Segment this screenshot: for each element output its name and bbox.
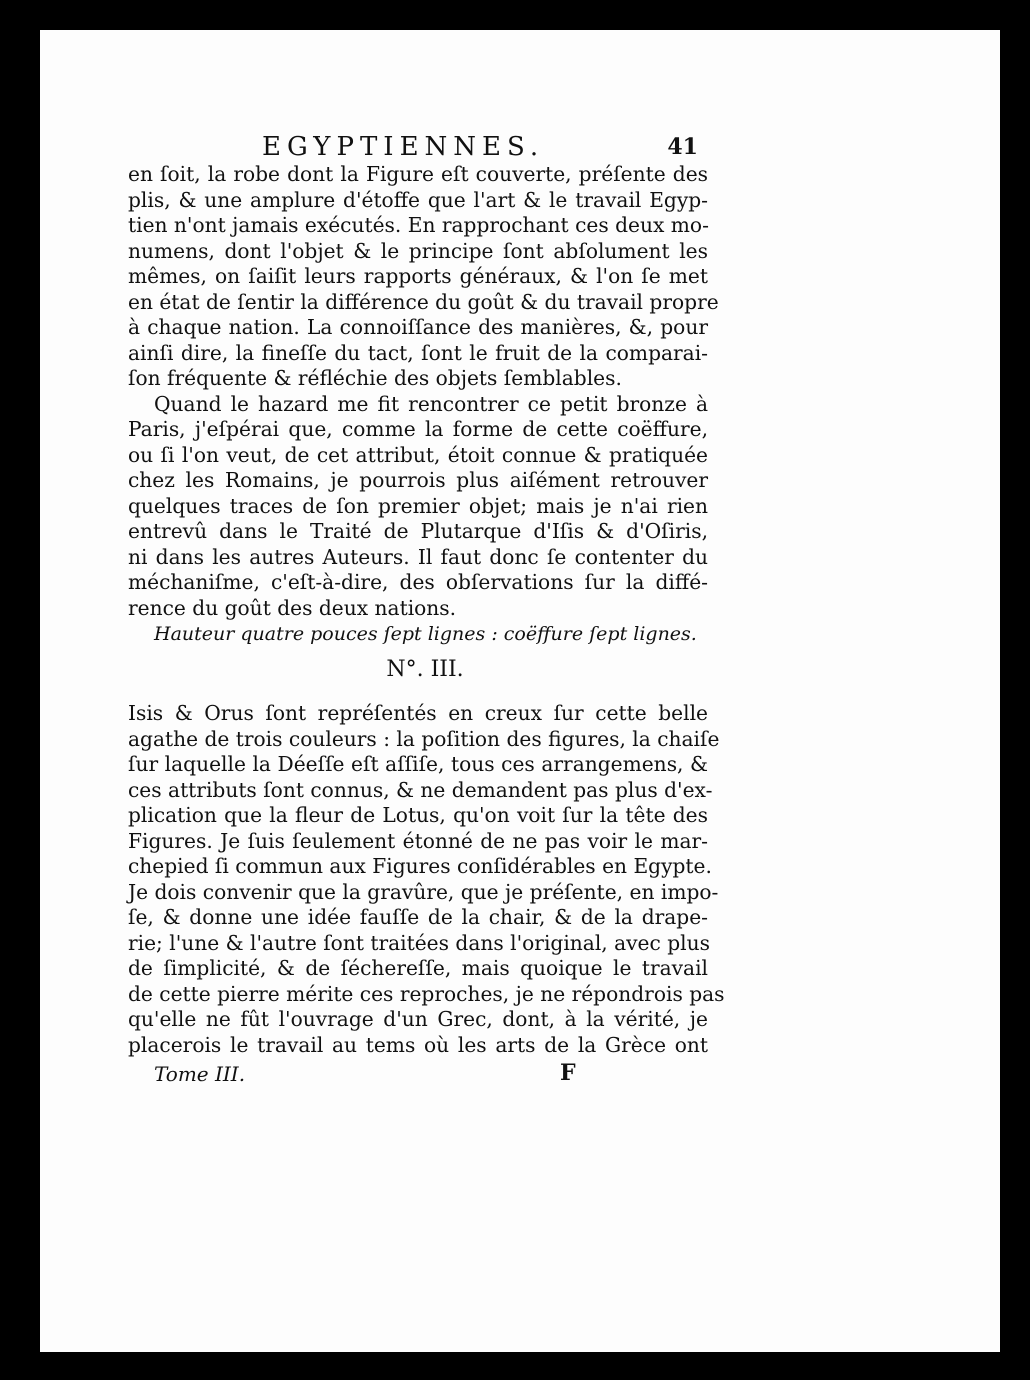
text-line: ſe, & donne une idée fauſſe de la chair, & de la drape-: [128, 905, 708, 929]
dimensions-note: Hauteur quatre pouces ſept lignes : coëffure ſept lignes.: [154, 623, 697, 645]
text-line: entrevû dans le Traité de Plutarque d'Iſis & d'Oſiris,: [128, 519, 708, 543]
text-line: plis, & une amplure d'étoffe que l'art & le travail Egyp-: [128, 187, 708, 212]
text-line: quelques traces de ſon premier objet; mais je n'ai rien: [128, 493, 708, 518]
text-line: chepied ſi commun aux Figures conſidérables en Egypte.: [128, 854, 712, 878]
text-line: Paris, j'eſpérai que, comme la forme de cette coëffure,: [128, 417, 708, 441]
paragraph-3: [128, 701, 725, 1058]
text-line: agathe de trois couleurs : la poſition des figures, la chaiſe: [128, 726, 720, 751]
text-line: ou ſi l'on veut, de cet attribut, étoit connue & pratiquée: [128, 442, 708, 467]
text-line: ſon fréquente & réfléchie des objets ſemblables.: [128, 366, 622, 390]
volume-label: Tome III.: [154, 1062, 246, 1086]
text-line: mêmes, on ſaiſit leurs rapports généraux, & l'on ſe met: [128, 264, 708, 288]
text-line: Quand le hazard me fit rencontrer ce petit bronze à: [154, 391, 708, 416]
text-line: en ſoit, la robe dont la Figure eſt couverte, préſente des: [128, 162, 708, 186]
text-line: Je dois convenir que la gravûre, que je préſente, en impo-: [128, 879, 719, 904]
text-line: tien n'ont jamais exécutés. En rapprochant ces deux mo-: [128, 213, 709, 237]
running-title: EGYPTIENNES.: [262, 132, 545, 162]
text-line: qu'elle ne fût l'ouvrage d'un Grec, dont, à la vérité, je: [128, 1007, 708, 1031]
text-line: de cette pierre mérite ces reproches, je ne répondrois pas: [128, 981, 725, 1006]
text-line: rence du goût des deux nations.: [128, 595, 457, 620]
text-line: chez les Romains, je pourrois plus aiſément retrouver: [128, 468, 708, 492]
text-line: rie; l'une & l'autre ſont traitées dans l'original, avec plus: [128, 930, 710, 955]
running-head: [128, 128, 708, 162]
text-line: ainſi dire, la fineſſe du tact, ſont le fruit de la comparai-: [128, 340, 708, 365]
text-line: Isis & Orus ſont repréſentés en creux ſur cette belle: [128, 701, 708, 725]
section-heading: N°. III.: [386, 657, 464, 682]
page-footer: [128, 1062, 708, 1092]
text-line: en état de ſentir la différence du goût & du travail propre: [128, 289, 719, 314]
paragraph-1: [128, 162, 719, 392]
text-line: placerois le travail au tems où les arts de la Grèce ont: [128, 1032, 708, 1057]
book-page: [40, 30, 1000, 1352]
text-line: plication que la fleur de Lotus, qu'on voit ſur la tête des: [128, 803, 708, 827]
text-line: à chaque nation. La connoiſſance des manières, &, pour: [128, 315, 708, 339]
signature-mark: F: [560, 1060, 576, 1086]
text-line: Figures. Je ſuis ſeulement étonné de ne pas voir le mar-: [128, 828, 708, 853]
text-line: ni dans les autres Auteurs. Il faut donc ſe contenter du: [128, 544, 708, 569]
page-number: 41: [667, 134, 698, 160]
text-line: de ſimplicité, & de ſéchereſſe, mais quoique le travail: [128, 956, 708, 980]
text-line: méchaniſme, c'eſt-à-dire, des obſervations ſur la diffé-: [128, 570, 708, 594]
text-line: ces attributs ſont connus, & ne demandent pas plus d'ex-: [128, 777, 713, 802]
paragraph-2: [128, 392, 708, 622]
text-line: numens, dont l'objet & le principe ſont abſolument les: [128, 238, 708, 263]
text-line: ſur laquelle la Déeſſe eſt aſſiſe, tous ces arrangemens, &: [128, 752, 708, 776]
text-block: [128, 128, 725, 1092]
